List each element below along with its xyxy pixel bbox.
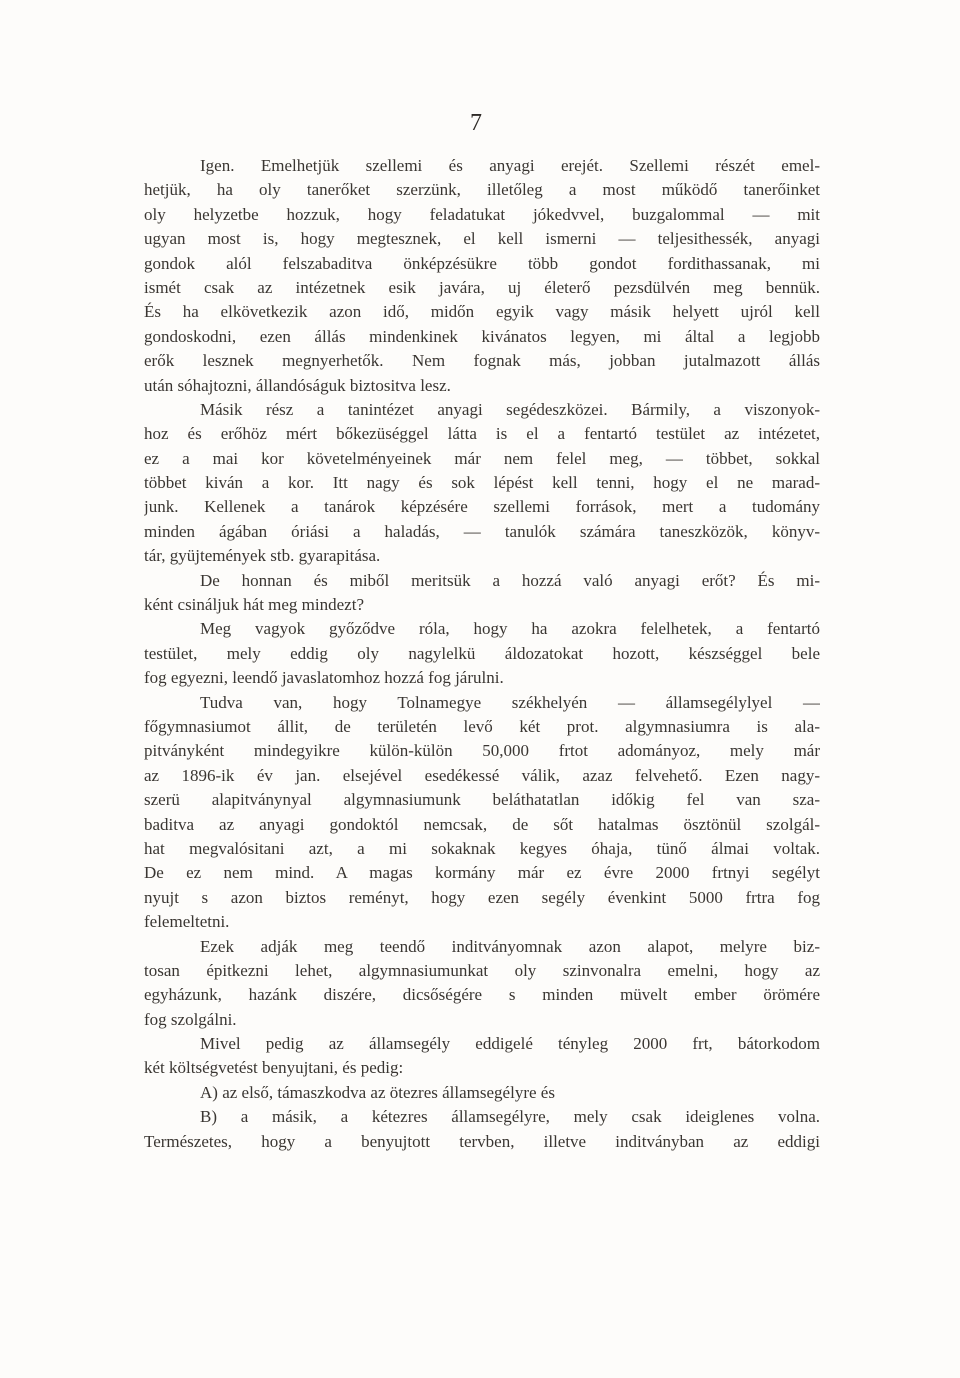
text-line: ugyan most is, hogy megtesznek, el kell ismerni — teljesithessék, anyagi: [144, 229, 820, 249]
text-line: fog egyezni, leendő javaslatomhoz hozzá fog járulni.: [144, 668, 504, 688]
text-line: főgymnasiumot állit, de területén levő két prot. algymnasiumra is ala-: [144, 716, 820, 736]
text-line: De honnan és miből meritsük a hozzá való anyagi erőt? És mi-: [200, 570, 820, 590]
text-line: erők lesznek megnyerhetők. Nem fognak más, jobban jutalmazott állás: [144, 351, 820, 371]
text-line: Meg vagyok győződve róla, hogy ha azokra felelhetek, a fentartó: [200, 619, 820, 639]
text-line: Tudva van, hogy Tolnamegye székhelyén — államsegélylyel —: [200, 692, 820, 712]
text-line: ként csináljuk hát meg mindezt?: [144, 595, 364, 615]
text-line: Igen. Emelhetjük szellemi és anyagi erejét. Szellemi részét emel-: [200, 156, 820, 175]
text-line: szerü alapitványnyal algymnasiumunk beláthatatlan időkig fel van sza-: [144, 790, 820, 810]
text-line: oly helyzetbe hozzuk, hogy feladatukat jókedvvel, buzgalommal — mit: [144, 204, 820, 224]
text-line: Mivel pedig az államsegély eddigelé tényleg 2000 frt, bátorkodom: [200, 1034, 820, 1054]
text-line: nyujt s azon biztos reményt, hogy ezen segély évenkint 5000 frtra fog: [144, 887, 820, 907]
text-line: baditva az anyagi gondoktól nemcsak, de sőt hatalmas ösztönül szolgál-: [144, 814, 820, 834]
text-line: felemeltetni.: [144, 912, 230, 932]
text-line: minden ágában óriási a haladás, — tanulók számára taneszközök, könyv-: [144, 521, 820, 541]
text-line: fog szolgálni.: [144, 1009, 237, 1029]
text-line: hoz és erőhöz mért bőkezüséggel látta is el a fentartó testület az intézetet,: [144, 424, 820, 444]
text-line: tár, gyüjtemények stb. gyarapitása.: [144, 546, 381, 566]
text-line: ez a mai kor követelményeinek már nem felel meg, — többet, sokkal: [144, 448, 820, 468]
text-line: többet kiván a kor. Itt nagy és sok lépést kell tenni, hogy el ne marad-: [144, 473, 820, 493]
text-line: hat megvalósitani azt, a mi sokaknak kegyes óhaja, tünő álmai voltak.: [144, 838, 820, 858]
text-line: B) a másik, a kétezres államsegélyre, mely csak ideiglenes volna.: [200, 1107, 820, 1127]
text-line: egyházunk, hazánk diszére, dicsőségére s minden müvelt ember örömére: [144, 985, 820, 1005]
text-line: És ha elkövetkezik azon idő, midőn egyik vagy másik helyett ujról kell: [144, 302, 820, 322]
text-line: Másik rész a tanintézet anyagi segédeszközei. Bármily, a viszonyok-: [200, 399, 820, 419]
page-number: 7: [470, 110, 482, 136]
text-line: ismét csak az intézetnek esik javára, uj életerő pezsdülvén meg bennük.: [144, 277, 820, 297]
text-line: Természetes, hogy a benyujtott tervben, illetve inditványban az eddigi: [144, 1131, 820, 1151]
text-line: gondoskodni, ezen állás mindenkinek kivánatos legyen, mi által a legjobb: [144, 326, 820, 346]
text-line: testület, mely eddig oly nagylelkü áldozatokat hozott, készséggel bele: [144, 643, 820, 663]
text-line: az 1896-ik év jan. elsejével esedékessé válik, azaz felvehető. Ezen nagy-: [144, 765, 820, 785]
text-line: De ez nem mind. A magas kormány már ez évre 2000 frtnyi segélyt: [144, 863, 820, 883]
text-line: után sóhajtozni, állandóságuk biztositva lesz.: [144, 375, 451, 395]
text-line: tosan épitkezni lehet, algymnasiumunkat oly szinvonalra emelni, hogy az: [144, 960, 820, 980]
text-line: Ezek adják meg teendő inditványomnak azon alapot, melyre biz-: [200, 936, 820, 956]
text-line: gondok alól felszabaditva önképzésükre több gondot fordithassanak, mi: [144, 253, 820, 273]
text-line: hetjük, ha oly tanerőket szerzünk, illetőleg a most működő tanerőinket: [144, 180, 820, 200]
text-line: A) az első, támaszkodva az ötezres államsegélyre és: [200, 1082, 555, 1102]
text-line: pitványként mindegyikre külön-külön 50,000 frtot adományoz, mely már: [144, 741, 820, 761]
body-text: [144, 154, 820, 1154]
text-line: junk. Kellenek a tanárok képzésére szellemi források, mert a tudomány: [144, 497, 820, 517]
text-line: két költségvetést benyujtani, és pedig:: [144, 1058, 404, 1078]
